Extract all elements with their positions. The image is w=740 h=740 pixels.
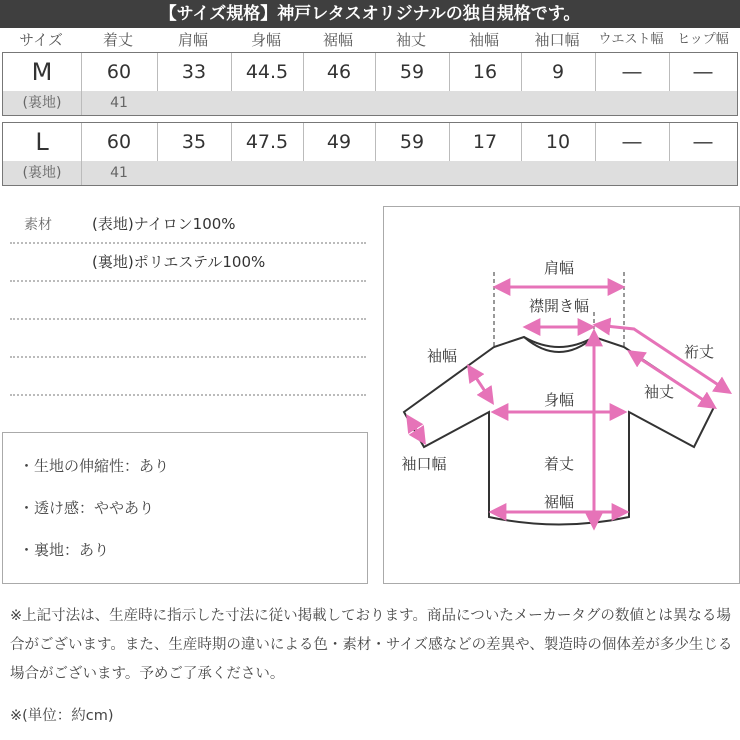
measurement-diagram <box>383 206 740 584</box>
table-cell: 47.5 <box>245 131 289 153</box>
table-cell: ― <box>693 61 713 83</box>
size-label: L <box>35 128 49 156</box>
table-cell: 46 <box>326 61 352 83</box>
lining-label: (裏地) <box>22 165 62 181</box>
label-body-width: 身幅 <box>543 391 575 409</box>
lining-value: 41 <box>110 165 128 181</box>
table-cell: 16 <box>472 61 498 83</box>
property-stretch: ・生地の伸縮性：あり <box>19 457 170 475</box>
footnote: ※上記寸法は、生産時に指示した寸法に従い掲載しております。商品についたメーカータグの数値とは異なる場合がございます。また、生産時期の違いによる色・素材・サイズ感などの差異や、製造時の個体差が多少生じる場合がございます。予めご了承ください。 <box>10 608 733 682</box>
property-lining: ・裏地：あり <box>19 541 110 559</box>
size-spec-header: 【サイズ規格】神戸レタスオリジナルの独自規格です。 <box>0 0 740 28</box>
table-cell: ― <box>622 131 642 153</box>
table-cell: 49 <box>326 131 352 153</box>
material-row-inner <box>10 246 366 282</box>
material-row-blank <box>10 284 366 320</box>
col-header-body-width: 身幅 <box>250 31 281 49</box>
table-cell: 59 <box>399 61 425 83</box>
table-cell: 9 <box>551 61 565 83</box>
label-raglan: 裄丈 <box>683 343 715 361</box>
label-shoulder: 肩幅 <box>543 259 575 277</box>
material-row-outer <box>10 208 366 244</box>
table-cell: ― <box>693 131 713 153</box>
property-sheerness: ・透け感：ややあり <box>19 499 155 517</box>
size-row-m <box>2 52 738 116</box>
size-row-l <box>2 122 738 186</box>
material-label: 素材 <box>24 217 52 233</box>
material-row-blank <box>10 360 366 396</box>
label-cuff: 袖口幅 <box>401 455 447 473</box>
col-header-waist: ウエスト幅 <box>598 32 664 47</box>
col-header-sleeve-length: 袖丈 <box>395 31 426 49</box>
label-sleeve-length: 袖丈 <box>643 383 675 401</box>
material-outer: (表地)ナイロン100% <box>92 215 236 233</box>
col-header-shoulder: 肩幅 <box>177 31 208 49</box>
table-cell: 60 <box>106 131 132 153</box>
size-label: M <box>31 58 53 86</box>
label-hem: 裾幅 <box>543 493 575 511</box>
label-neck: 襟開き幅 <box>528 297 590 315</box>
col-header-length: 着丈 <box>102 31 133 49</box>
col-header-cuff-width: 袖口幅 <box>534 31 580 49</box>
lining-label: (裏地) <box>22 95 62 111</box>
table-cell: 44.5 <box>245 61 289 83</box>
table-cell: ― <box>622 61 642 83</box>
table-cell: 60 <box>106 61 132 83</box>
material-inner: (裏地)ポリエステル100% <box>92 253 266 271</box>
garment-diagram-svg <box>384 207 739 583</box>
table-cell: 33 <box>181 61 207 83</box>
fabric-properties-box <box>2 432 368 584</box>
lining-value: 41 <box>110 95 128 111</box>
material-row-blank <box>10 322 366 358</box>
table-cell: 35 <box>181 131 207 153</box>
label-length: 着丈 <box>543 455 575 473</box>
col-header-sleeve-width: 袖幅 <box>468 31 499 49</box>
unit-note: ※(単位：約cm) <box>10 708 114 724</box>
col-header-hip: ヒップ幅 <box>677 32 729 47</box>
label-sleeve-width: 袖幅 <box>426 347 458 365</box>
col-header-size: サイズ <box>19 31 63 49</box>
table-cell: 17 <box>472 131 498 153</box>
table-cell: 59 <box>399 131 425 153</box>
table-cell: 10 <box>545 131 571 153</box>
col-header-hem-width: 裾幅 <box>322 31 353 49</box>
